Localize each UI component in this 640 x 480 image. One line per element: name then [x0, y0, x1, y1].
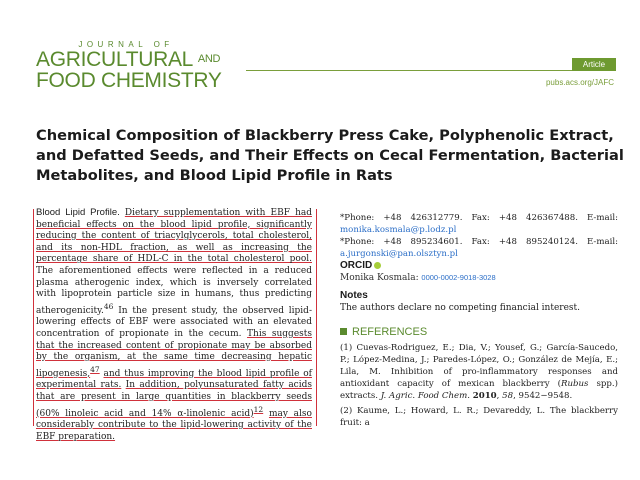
- reference-2-text: Kaume, L.; Howard, L. R.; Devareddy, L. The blackberry fruit: a: [340, 406, 618, 428]
- orcid-author: Monika Kosmala:: [340, 273, 419, 283]
- citation-46[interactable]: 46: [103, 301, 114, 311]
- journal-logo-top: JOURNAL OF: [78, 40, 174, 49]
- reference-1-species: Rubus: [560, 379, 589, 389]
- reference-1-after: spp.) extracts.: [340, 379, 618, 401]
- left-column: [36, 207, 312, 443]
- references-square-icon: [340, 328, 347, 335]
- contact-2: [340, 236, 618, 260]
- article-title: Chemical Composition of Blackberry Press Cake, Polyphenolic Extract, and Defatted Seeds, and Their Effects on Cecal Fermentation, Bacterial Metabolites, and Blood Lipid Profile in Rats: [36, 127, 624, 184]
- citation-12[interactable]: 12: [253, 404, 264, 414]
- reference-list: [340, 342, 618, 429]
- reference-2-num: (2): [340, 406, 353, 416]
- references-heading: [340, 326, 618, 338]
- email-link-1[interactable]: monika.kosmala@p.lodz.pl: [340, 225, 457, 235]
- references-label: REFERENCES: [352, 326, 428, 338]
- contact-1-text: *Phone: +48 426312779. Fax: +48 426367488. E-mail:: [340, 213, 618, 223]
- orcid-id-link[interactable]: 0000-0002-9018-3028: [421, 273, 496, 282]
- sentence-propionate: In the present study, the observed lipid-lowering effects of EBF were associated with an elevated concentration of propionate in the cecum.: [36, 305, 312, 339]
- journal-logo: [36, 40, 256, 91]
- orcid-row: [340, 272, 618, 284]
- header-rule: [246, 70, 616, 71]
- orcid-label: ORCID: [340, 260, 373, 271]
- sentence-lipid-lowering: may also considerably contribute to the lipid-lowering activity of the EBF preparation.: [36, 408, 312, 442]
- reference-1: (1) Cuevas-Rodriguez, E.; Dia, V.; Yousef, G.; García-Saucedo, P.; López-Medina, J.; Paredes-López, O.; González de Mejía, E.; Lila, M. Inhibition of pro-inflammatory responses and antioxidant capacity of mexican blackberry (Rubus spp.) extracts. J. Agric. Food Chem. 2010, 58, 9542−9548.: [340, 343, 618, 401]
- orcid-heading: [340, 260, 618, 272]
- contact-1: [340, 212, 618, 236]
- journal-logo-and: AND: [197, 53, 221, 65]
- reference-1-num: (1): [340, 343, 353, 353]
- sentence-atherogenic: The aforementioned effects were reflected in a reduced plasma atherogenic index, which is inversely correlated with lipoprotein particle size in humans, thus predicting atherogenicity.: [36, 265, 312, 316]
- section-heading: Blood Lipid Profile.: [36, 207, 120, 218]
- sentence-experimental-rats: and thus improving the blood lipid profile of experimental rats.: [36, 368, 312, 391]
- reference-2: [340, 405, 618, 429]
- reference-1-pages: , 9542−9548.: [513, 391, 573, 401]
- sentence-lipogenesis: This suggests that the increased content of propionate may be absorbed by the organism, at the same time decreasing hepatic lipogenesis,: [36, 328, 312, 379]
- reference-1-authors: Cuevas-Rodriguez, E.; Dia, V.; Yousef, G.; García-Saucedo, P.; López-Medina, J.; Paredes-López, O.; González de Mejía, E.; Lila, M. Inhibition of pro-inflammatory responses and antioxidant capacity of mexican blackberry (: [340, 343, 618, 389]
- email-link-2[interactable]: a.jurgonski@pan.olsztyn.pl: [340, 249, 458, 259]
- journal-logo-line1: [36, 49, 256, 70]
- journal-logo-agricultural: AGRICULTURAL: [36, 48, 193, 71]
- reference-1-journal: J. Agric. Food Chem.: [380, 391, 470, 401]
- orcid-icon: [374, 262, 381, 269]
- sentence-dietary: Dietary supplementation with EBF had beneficial effects on the blood lipid profile, significantly reducing the content of triacylglycerols, total cholesterol, and its non-HDL fraction, as well as increasing the percentage share of HDL-C in the total cholesterol pool.: [36, 208, 312, 265]
- notes-text: The authors declare no competing financial interest.: [340, 303, 581, 313]
- right-column: [340, 212, 618, 429]
- sentence-pufa: In addition, polyunsaturated fatty acids that are present in large quantities in blackberry seeds (60% linoleic acid and 14% α-linolenic acid): [36, 380, 312, 419]
- journal-logo-line2: FOOD CHEMISTRY: [36, 69, 222, 92]
- article-badge: Article: [572, 58, 616, 71]
- journal-url[interactable]: pubs.acs.org/JAFC: [545, 78, 614, 87]
- contact-2-text: *Phone: +48 895234601. Fax: +48 895240124. E-mail:: [340, 237, 618, 247]
- citation-47[interactable]: 47: [90, 364, 100, 374]
- reference-1-volume: 58: [502, 391, 514, 401]
- notes-heading: Notes: [340, 290, 368, 301]
- reference-1-year: 2010: [472, 391, 497, 401]
